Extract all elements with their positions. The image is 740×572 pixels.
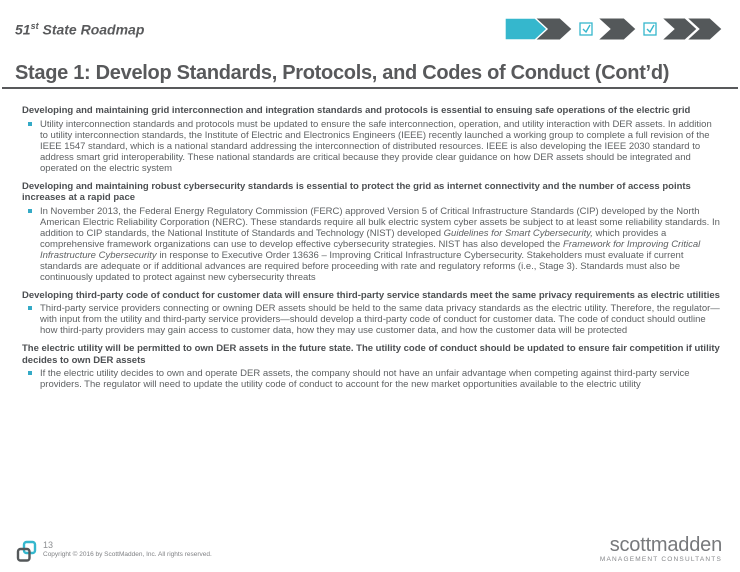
bullet-list — [28, 206, 720, 283]
scottmadden-wordmark: scottmadden — [609, 534, 722, 556]
bullet-segment: Utility interconnection standards and protocols must be updated to ensure the safe interconnection, operation, and utility interaction with DER assets. In addition to utility interconnection standards, the Institute of Electric and Electronics Engineers (IEEE) recently launched a working group to complete a full revision of the IEEE 1547 standard, which is a national standard addressing the interconnection of distributed resources. IEEE is also developing the IEEE 2030 standard to address smart grid interoperability. These national standards are critical because they provide clear guidance on how DER assets should be integrated and operated on the electric system — [40, 118, 712, 174]
footer-right — [600, 535, 722, 563]
section-heading: Developing and maintaining robust cybersecurity standards is essential to protect the grid as internet connectivity and the number of access points increases at a rapid pace — [22, 180, 691, 203]
checkbox-checked-icon — [644, 23, 656, 35]
bullet-text — [40, 119, 720, 174]
bullet-square-icon — [28, 209, 32, 213]
scottmadden-subtext: MANAGEMENT CONSULTANTS — [599, 556, 722, 563]
bullet-segment: In November 2013, the Federal Energy Regulatory Commission (FERC) approved Version 5 of Critical Infrastructure Standards (CIP) developed by the North American Electric Reliability Corporation (NERC). These standards require all bulk electric system cyber assets be subject to at least some reliability standards. In addition to CIP standards, the National Institute of Standards and Technology (NIST) developed — [40, 205, 720, 239]
stage-chevron-icon — [598, 18, 636, 40]
bullet-square-icon — [28, 306, 32, 310]
bullet-list — [28, 368, 720, 390]
bullet-item — [28, 303, 720, 336]
title-underline — [2, 87, 738, 89]
bullet-text — [40, 206, 720, 283]
bullet-item — [28, 368, 720, 390]
page-number: 13 — [43, 540, 54, 550]
bullet-square-icon — [28, 371, 32, 375]
section-heading: Developing third-party code of conduct for customer data will ensure third-party service standards meet the same privacy requirements as electric utilities — [22, 289, 720, 301]
scottmadden-logo-icon — [15, 540, 39, 564]
bullet-list — [28, 119, 720, 174]
bullet-text — [40, 303, 720, 336]
section-cybersecurity — [22, 181, 720, 283]
section-heading: Developing and maintaining grid interconnection and integration standards and protocols is essential to ensuing safe operations of the electric grid — [22, 105, 691, 116]
checkbox-checked-icon — [580, 23, 592, 35]
bullet-segment: Third-party service providers connecting or owning DER assets should be held to the same data privacy standards as the electric utility. Therefore, the regulator—with input from the utility and third-party service providers—should develop a third-party code of conduct for customer data. The code of conduct should outline how third-party providers may gain access to customer data, how they may use customer data, and how the customer data will be protected — [40, 303, 720, 336]
brand-rest: State Roadmap — [38, 21, 145, 38]
section-third-party-code — [22, 290, 720, 337]
brand — [15, 21, 144, 38]
bullet-square-icon — [28, 122, 32, 126]
brand-ordinal-suffix: st — [30, 21, 39, 31]
section-heading: The electric utility will be permitted to own DER assets in the future state. The utility code of conduct should be updated to ensure fair competition if utility decides to own DER assets — [22, 343, 720, 366]
section-grid-interconnection — [22, 105, 720, 174]
bullet-segment: in response to Executive Order 13636 – Improving Critical Infrastructure Cybersecurity. Stakeholders must evaluate if current standards are adequate or if additional advances are required before proceeding with rate and regulatory reforms (i.e., Stage 3). Standards must also be continuously updated to protect against new cybersecurity threats — [40, 249, 684, 283]
bullet-segment: which provides a comprehensive framework organizations can use to develop effective cybersecurity strategies. NIST has also developed the — [40, 227, 667, 250]
footer-left — [15, 540, 212, 564]
bullet-segment-italic: Guidelines for Smart Cybersecurity, — [443, 227, 593, 239]
bullet-item — [28, 119, 720, 174]
content — [22, 98, 720, 390]
bullet-list — [28, 303, 720, 336]
page-title: Stage 1: Develop Standards, Protocols, and Codes of Conduct (Cont’d) — [15, 62, 670, 84]
bullet-segment: If the electric utility decides to own and operate DER assets, the company should not have an unfair advantage when competing against third-party service providers. The regulator will need to update the utility code of conduct to account for the new market opportunities available to the electric utility — [40, 368, 690, 390]
progress-arrows-icon — [504, 16, 724, 42]
section-utility-der-ownership — [22, 343, 720, 390]
bullet-text — [40, 368, 720, 390]
bullet-segment-italic: Framework for Improving Critical Infrastructure Cybersecurity — [40, 238, 701, 261]
copyright: Copyright © 2016 by ScottMadden, Inc. All rights reserved. — [43, 551, 212, 558]
footer-left-text — [43, 540, 212, 558]
brand-number: 51 — [15, 21, 31, 38]
bullet-item — [28, 206, 720, 283]
